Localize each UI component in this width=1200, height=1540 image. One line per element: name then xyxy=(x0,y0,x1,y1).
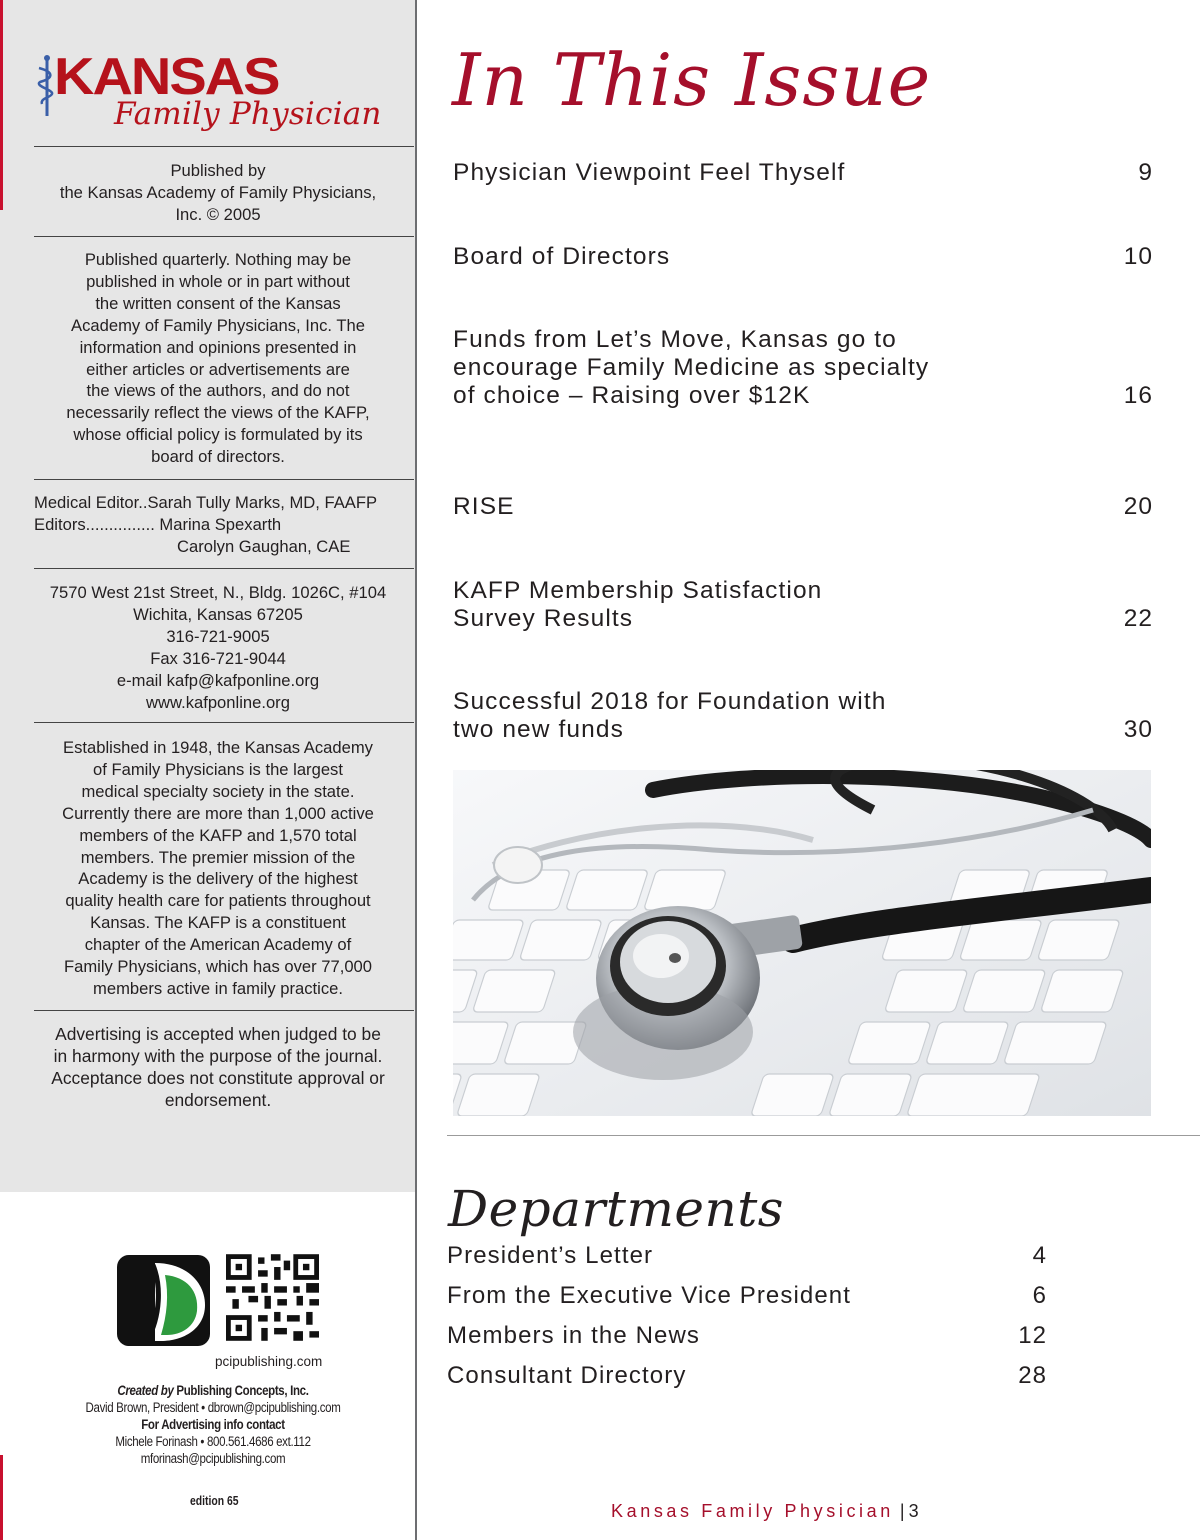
text-line: in harmony with the purpose of the journal. xyxy=(53,1046,383,1066)
toc-item-title: Board of Directors xyxy=(453,243,671,270)
publisher-block xyxy=(0,1192,415,1540)
fax: Fax 316-721-9044 xyxy=(150,648,286,668)
pci-publishing-logo xyxy=(117,1255,210,1346)
text-line: whose official policy is formulated by its xyxy=(73,425,363,445)
email: e-mail kafp@kafponline.org xyxy=(116,670,320,690)
edition-number: edition 65 xyxy=(190,1493,239,1508)
footer-separator: | xyxy=(899,1501,905,1521)
text-line: Currently there are more than 1,000 active xyxy=(62,803,374,823)
advertising-contact-label: For Advertising info contact xyxy=(141,1417,285,1432)
publisher-name: Publishing Concepts, Inc. xyxy=(176,1383,309,1398)
toc-item[interactable] xyxy=(453,243,1153,271)
text-line: Acceptance does not constitute approval or xyxy=(51,1068,385,1088)
toc-item[interactable] xyxy=(453,493,1153,521)
toc-item-page: 10 xyxy=(1123,243,1153,270)
text-line: Established in 1948, the Kansas Academy xyxy=(63,738,373,757)
text-line: the views of the authors, and do not xyxy=(86,381,350,401)
department-title: From the Executive Vice President xyxy=(447,1282,852,1309)
text-line: Inc. © 2005 xyxy=(175,204,261,224)
toc-item-title: KAFP Membership Satisfaction Survey Results xyxy=(453,577,823,632)
text-line: Family Physicians, which has over 77,000 xyxy=(63,957,373,977)
published-by xyxy=(30,160,406,226)
editorial-staff xyxy=(34,492,414,558)
toc-item-title: Successful 2018 for Foundation with two new funds xyxy=(453,688,887,743)
page-footer xyxy=(611,1501,919,1522)
toc-item-page: 30 xyxy=(1123,716,1153,743)
logo-wordmark: KANSAS xyxy=(54,46,279,105)
toc-item-page: 22 xyxy=(1123,605,1153,632)
divider xyxy=(34,568,414,569)
second-editor: Carolyn Gaughan, CAE xyxy=(177,536,351,556)
toc-item[interactable] xyxy=(453,577,1153,633)
text-line: medical specialty society in the state. xyxy=(81,781,355,801)
toc-item-title: Funds from Let’s Move, Kansas go to encourage Family Medicine as specialty of choice – Raising over $12K xyxy=(453,326,930,409)
department-title: Consultant Directory xyxy=(447,1362,687,1389)
editors-line: Editors............... Marina Spexarth xyxy=(34,514,282,534)
department-page: 28 xyxy=(1018,1362,1047,1389)
departments-heading: Departments xyxy=(448,1180,784,1238)
divider xyxy=(34,1010,414,1011)
text-line: the written consent of the Kansas xyxy=(95,293,341,313)
footer-journal-name: Kansas Family Physician xyxy=(611,1501,894,1521)
advertising-contact: Michele Forinash • 800.561.4686 ext.112 xyxy=(115,1434,311,1449)
toc-item-title: Physician Viewpoint Feel Thyself xyxy=(453,159,846,186)
publisher-credits xyxy=(30,1382,396,1467)
toc-item-page: 9 xyxy=(1138,159,1153,186)
medical-editor: Medical Editor..Sarah Tully Marks, MD, FAAFP xyxy=(34,493,378,512)
stethoscope-illustration xyxy=(453,770,1151,1116)
address-line: 7570 West 21st Street, N., Bldg. 1026C, #104 xyxy=(49,583,387,602)
advertising-email: mforinash@pcipublishing.com xyxy=(140,1451,286,1466)
in-this-issue-heading: In This Issue xyxy=(452,38,932,122)
text-line: of Family Physicians is the largest xyxy=(93,759,343,779)
text-line: either articles or advertisements are xyxy=(86,359,350,379)
text-line: quality health care for patients throughout xyxy=(65,891,371,911)
text-line: endorsement. xyxy=(164,1090,272,1110)
section-divider xyxy=(447,1135,1200,1136)
divider xyxy=(34,479,414,480)
toc-item-page: 20 xyxy=(1123,493,1153,520)
text-line: Academy of Family Physicians, Inc. The xyxy=(71,315,365,335)
publisher-president: David Brown, President • dbrown@pcipublishing.com xyxy=(85,1400,341,1415)
masthead-sidebar xyxy=(0,0,417,1540)
department-item[interactable] xyxy=(447,1362,1047,1392)
text-line: the Kansas Academy of Family Physicians, xyxy=(59,182,377,202)
page-number: 3 xyxy=(908,1501,919,1521)
about-kafp xyxy=(30,737,406,1000)
toc-item[interactable] xyxy=(453,326,1153,410)
phone: 316-721-9005 xyxy=(166,626,270,646)
text-line: Kansas. The KAFP is a constituent xyxy=(90,913,346,933)
text-line: members. The premier mission of the xyxy=(80,847,356,867)
text-line: Academy is the delivery of the highest xyxy=(78,869,358,889)
divider xyxy=(34,146,414,147)
publisher-url: pcipublishing.com xyxy=(215,1354,323,1369)
contact-info xyxy=(30,582,406,713)
stethoscope-keyboard-photo xyxy=(453,770,1151,1116)
publication-notice xyxy=(30,249,406,468)
toc-item[interactable] xyxy=(453,688,1153,744)
department-title: Members in the News xyxy=(447,1322,700,1349)
city-line: Wichita, Kansas 67205 xyxy=(133,604,303,624)
accent-bar-top xyxy=(0,0,3,210)
toc-item-page: 16 xyxy=(1123,382,1153,409)
department-title: President’s Letter xyxy=(447,1242,654,1269)
text-line: Published by xyxy=(170,161,266,180)
website: www.kafponline.org xyxy=(146,692,290,712)
toc-item-title: RISE xyxy=(453,493,515,520)
created-by-label: Created by xyxy=(117,1383,174,1398)
kansas-family-physician-logo xyxy=(36,46,406,138)
toc-item[interactable] xyxy=(453,159,1153,187)
text-line: members active in family practice. xyxy=(93,978,343,998)
text-line: published in whole or in part without xyxy=(86,271,350,291)
department-page: 4 xyxy=(1032,1242,1047,1269)
qr-code-icon xyxy=(226,1254,319,1341)
text-line: chapter of the American Academy of xyxy=(84,935,352,955)
text-line: Advertising is accepted when judged to be xyxy=(55,1024,381,1044)
text-line: necessarily reflect the views of the KAFP, xyxy=(66,403,370,423)
department-page: 12 xyxy=(1018,1322,1047,1349)
text-line: board of directors. xyxy=(151,447,285,467)
divider xyxy=(34,236,414,237)
department-item[interactable] xyxy=(447,1322,1047,1352)
department-page: 6 xyxy=(1032,1282,1047,1309)
divider xyxy=(34,722,414,723)
advertising-policy xyxy=(24,1023,412,1111)
department-item[interactable] xyxy=(447,1242,1047,1272)
department-item[interactable] xyxy=(447,1282,1047,1312)
text-line: Published quarterly. Nothing may be xyxy=(84,250,352,269)
logo-subtitle: Family Physician xyxy=(114,96,382,132)
text-line: members of the KAFP and 1,570 total xyxy=(79,825,357,845)
text-line: information and opinions presented in xyxy=(79,337,357,357)
